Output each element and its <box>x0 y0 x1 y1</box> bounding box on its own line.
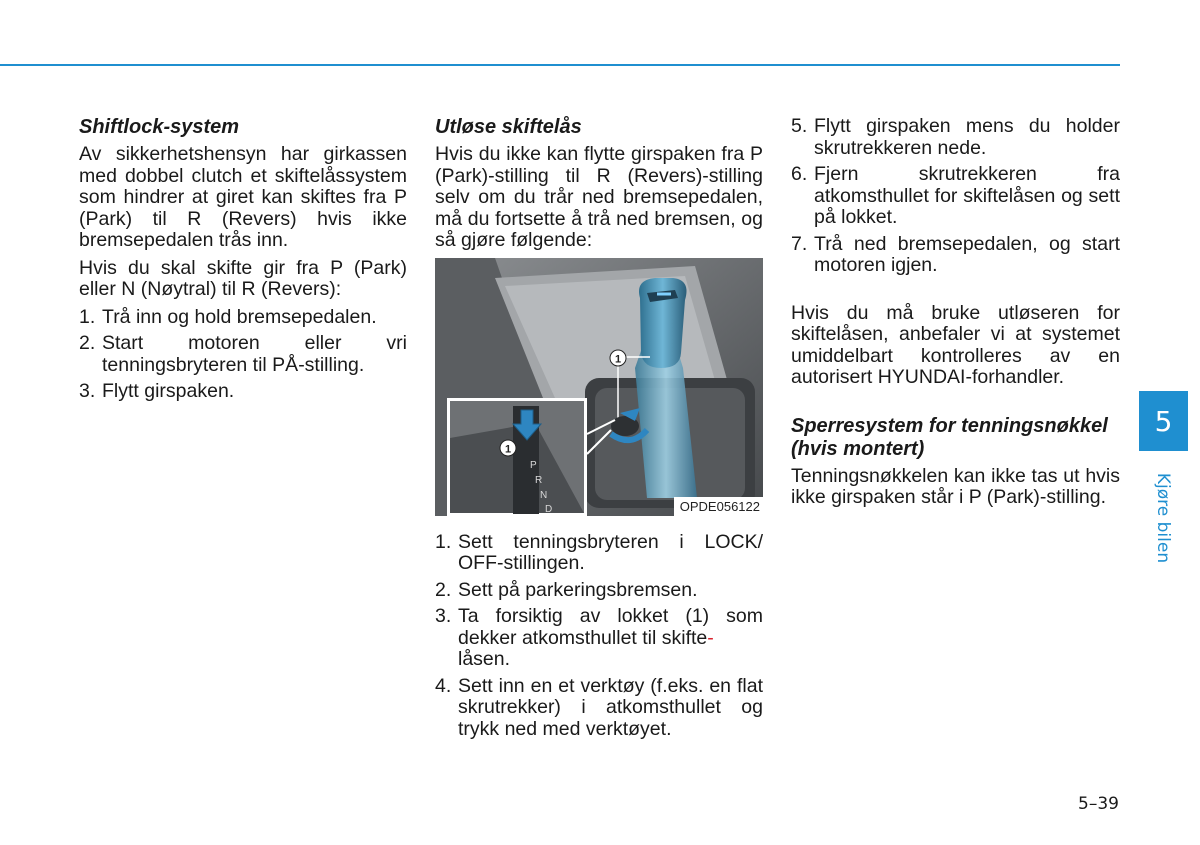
list-text: Fjern skrutrekkeren fra atkomsthullet for skiftelåsen og sett på lokket. <box>814 163 1120 228</box>
hyphen-mark: - <box>707 626 714 649</box>
callout-marker: 1 <box>614 353 622 365</box>
paragraph: Tenningsnøkkelen kan ikke tas ut hvis ikke girspaken står i P (Park)-stilling. <box>791 464 1120 508</box>
list-number: 6. <box>791 163 808 185</box>
list-item <box>791 164 1120 229</box>
section-title-shiftlock: Shiftlock-system <box>79 116 240 138</box>
list-number: 7. <box>791 232 808 255</box>
page-number: 5–39 <box>1078 794 1119 814</box>
gear-letter-n: N <box>540 489 548 501</box>
list-number: 2. <box>79 332 96 354</box>
list-text: Flytt girspaken mens du holder skrutrekkeren nede. <box>814 115 1120 159</box>
gear-letter-p: P <box>530 459 537 471</box>
section-title-key-lock: Sperresystem for tenningsnøkkel (hvis montert) <box>791 414 1108 460</box>
list-number: 2. <box>435 578 452 601</box>
illustration-graphic <box>435 258 763 516</box>
list-item <box>79 307 407 329</box>
gear-lever-illustration <box>435 258 763 516</box>
chapter-tab: 5 <box>1139 391 1188 451</box>
gear-letter-d: D <box>545 503 553 515</box>
paragraph: Av sikkerhetshensyn har girkassen med dobbel clutch et skiftelåssystem som hindrer at giret kan skiftes fra P (Park) til R (Revers) hvis ikke bremsepedalen trås inn. <box>79 143 407 251</box>
steps-list <box>791 116 1120 277</box>
list-item <box>791 116 1120 159</box>
steps-list <box>435 532 763 741</box>
list-number: 3. <box>79 380 96 402</box>
list-text-part: Ta forsiktig av lokket (1) som dekker atkomsthullet til skifte <box>458 605 763 649</box>
list-text: Sett på parkeringsbremsen. <box>458 578 698 601</box>
section-title-release: Utløse skiftelås <box>435 116 582 138</box>
column-right <box>791 116 1120 515</box>
gear-letter-r: R <box>535 474 543 486</box>
list-text: Flytt girspaken. <box>102 380 235 402</box>
list-item <box>79 381 407 403</box>
callout-marker: 1 <box>504 443 512 455</box>
paragraph: Hvis du skal skifte gir fra P (Park) eller N (Nøytral) til R (Revers): <box>79 256 407 300</box>
list-text-part: låsen. <box>458 648 511 670</box>
paragraph: Hvis du må bruke utløseren for skiftelåsen, anbefaler vi at systemet umiddelbart kontrolleres av en autorisert HYUNDAI-forhandler. <box>791 301 1120 388</box>
list-text: Trå inn og hold bremsepedalen. <box>102 305 377 328</box>
paragraph: Hvis du ikke kan flytte girspaken fra P (Park)-stilling til R (Revers)-stilling selv om du trår ned bremsepedalen, må du fortsette å trå ned bremsen, og så gjøre følgende: <box>435 143 763 251</box>
list-number: 1. <box>79 305 96 328</box>
list-text: Start motoren eller vri tenningsbryteren til PÅ-stilling. <box>102 332 407 376</box>
figure-code: OPDE056122 <box>674 497 763 516</box>
column-middle <box>435 116 763 745</box>
list-text: Trå ned bremsepedalen, og start motoren igjen. <box>814 232 1120 276</box>
list-number: 4. <box>435 674 452 697</box>
list-item <box>435 606 763 671</box>
list-text: Sett inn en et verktøy (f.eks. en flat skrutrekker) i atkomsthullet og trykk ned med verktøyet. <box>458 674 763 740</box>
list-item <box>791 234 1120 277</box>
list-number: 3. <box>435 605 452 627</box>
list-text: Sett tenningsbryteren i LOCK/ OFF-stillingen. <box>458 530 763 574</box>
list-text <box>458 606 763 671</box>
list-number: 1. <box>435 530 452 553</box>
steps-list <box>79 307 407 403</box>
chapter-label: Kjøre bilen <box>1153 472 1173 564</box>
list-number: 5. <box>791 115 808 137</box>
column-left <box>79 116 407 408</box>
list-item <box>79 333 407 376</box>
list-item <box>435 532 763 575</box>
header-rule <box>0 64 1120 66</box>
list-item <box>435 676 763 741</box>
list-item <box>435 580 763 602</box>
